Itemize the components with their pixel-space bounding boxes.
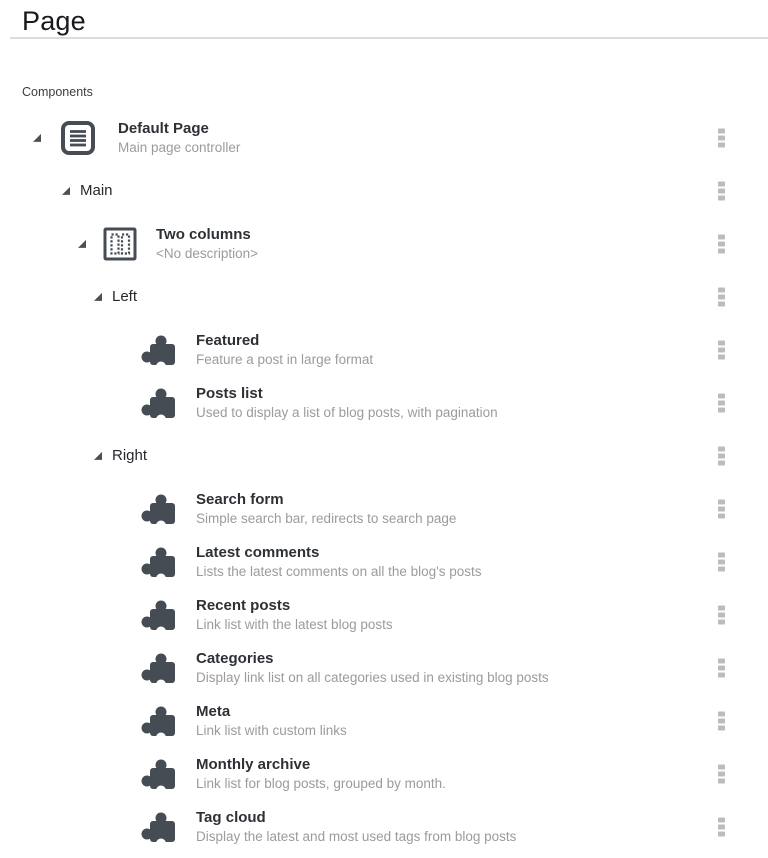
puzzle-icon (140, 650, 178, 686)
tree-row-tag-cloud[interactable] (0, 800, 768, 853)
row-text (196, 543, 481, 580)
row-text (196, 808, 516, 845)
row-text (118, 119, 240, 156)
collapse-expander-icon[interactable] (94, 452, 102, 460)
drag-handle-icon[interactable] (718, 499, 725, 518)
tree-row-recent-posts[interactable] (0, 588, 768, 641)
puzzle-icon (140, 809, 178, 845)
document-icon (60, 120, 96, 156)
row-subtitle: Link list with the latest blog posts (196, 617, 393, 633)
row-title: Search form (196, 491, 284, 509)
row-subtitle: <No description> (156, 246, 259, 262)
puzzle-icon (140, 385, 178, 421)
drag-handle-icon[interactable] (718, 605, 725, 624)
drag-handle-icon[interactable] (718, 181, 725, 200)
puzzle-icon (140, 491, 178, 527)
drag-handle-icon[interactable] (718, 340, 725, 359)
tree-row-monthly-archive[interactable] (0, 747, 768, 800)
puzzle-icon (140, 756, 178, 792)
puzzle-icon (140, 597, 178, 633)
tree-row-default-page[interactable] (0, 111, 768, 164)
row-subtitle: Main page controller (118, 140, 241, 156)
collapse-expander-icon[interactable] (94, 293, 102, 301)
tree-row-search-form[interactable] (0, 482, 768, 535)
drag-handle-icon[interactable] (718, 446, 725, 465)
row-title: Categories (196, 650, 274, 668)
drag-handle-icon[interactable] (718, 128, 725, 147)
row-text (196, 702, 347, 739)
page-title: Page (22, 6, 86, 36)
row-subtitle: Display the latest and most used tags from blog posts (196, 829, 517, 845)
tree-row-latest-comments[interactable] (0, 535, 768, 588)
tree-row-left[interactable] (0, 270, 768, 323)
row-title: Monthly archive (196, 756, 311, 774)
row-subtitle: Link list for blog posts, grouped by month. (196, 776, 446, 792)
row-text (196, 649, 549, 686)
collapse-expander-icon[interactable] (78, 240, 86, 248)
row-text (196, 596, 393, 633)
group-label: Left (112, 288, 138, 306)
row-subtitle: Simple search bar, redirects to search page (196, 511, 457, 527)
drag-handle-icon[interactable] (718, 393, 725, 412)
group-label: Right (112, 447, 148, 465)
drag-handle-icon[interactable] (718, 658, 725, 677)
tree-row-right[interactable] (0, 429, 768, 482)
drag-handle-icon[interactable] (718, 287, 725, 306)
drag-handle-icon[interactable] (718, 764, 725, 783)
drag-handle-icon[interactable] (718, 711, 725, 730)
components-label: Components (22, 85, 93, 100)
puzzle-icon (140, 544, 178, 580)
two-columns-icon (102, 226, 138, 262)
row-subtitle: Link list with custom links (196, 723, 347, 739)
tree-row-featured[interactable] (0, 323, 768, 376)
row-text (196, 384, 498, 421)
components-tree (0, 111, 768, 853)
row-title: Tag cloud (196, 809, 266, 827)
row-title: Posts list (196, 385, 263, 403)
collapse-expander-icon[interactable] (33, 134, 41, 142)
drag-handle-icon[interactable] (718, 234, 725, 253)
row-title: Recent posts (196, 597, 291, 615)
row-subtitle: Lists the latest comments on all the blog's posts (196, 564, 482, 580)
puzzle-icon (140, 332, 178, 368)
row-text (156, 225, 258, 262)
row-title: Default Page (118, 120, 209, 138)
row-subtitle: Display link list on all categories used in existing blog posts (196, 670, 549, 686)
row-text (196, 490, 456, 527)
row-title: Meta (196, 703, 231, 721)
collapse-expander-icon[interactable] (62, 187, 70, 195)
row-text (196, 331, 373, 368)
drag-handle-icon[interactable] (718, 817, 725, 836)
drag-handle-icon[interactable] (718, 552, 725, 571)
tree-row-main[interactable] (0, 164, 768, 217)
row-text (196, 755, 446, 792)
row-title: Featured (196, 332, 260, 350)
tree-row-meta[interactable] (0, 694, 768, 747)
tree-row-two-columns[interactable] (0, 217, 768, 270)
row-title: Latest comments (196, 544, 320, 562)
tree-row-posts-list[interactable] (0, 376, 768, 429)
tree-row-categories[interactable] (0, 641, 768, 694)
row-subtitle: Feature a post in large format (196, 352, 374, 368)
page-header (10, 0, 768, 39)
group-label: Main (80, 182, 113, 200)
row-title: Two columns (156, 226, 251, 244)
row-subtitle: Used to display a list of blog posts, with pagination (196, 405, 498, 421)
puzzle-icon (140, 703, 178, 739)
